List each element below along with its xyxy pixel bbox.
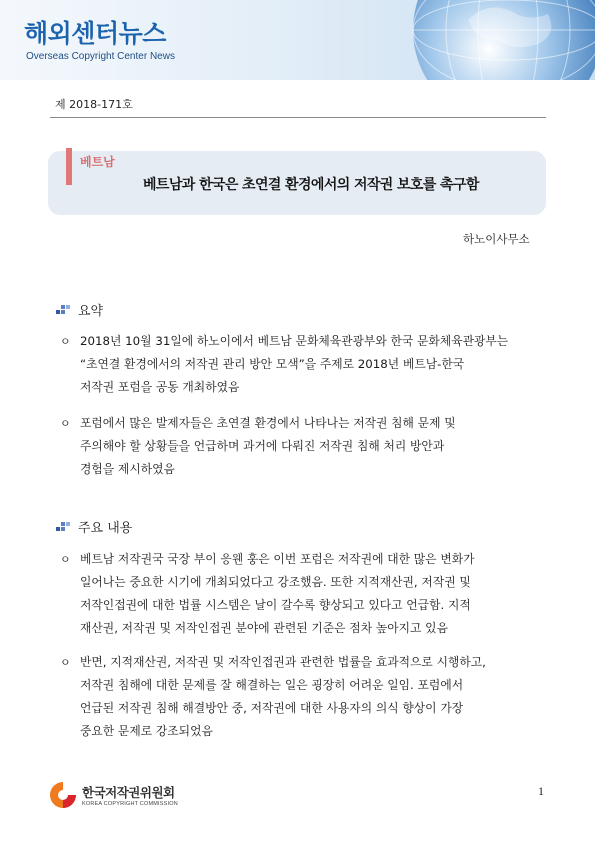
- headline-title: 베트남과 한국은 초연결 환경에서의 저작권 보호를 촉구함: [143, 177, 479, 193]
- headline-accent-bar: [66, 148, 72, 185]
- bullet: ㅇ: [60, 417, 71, 430]
- org-name: 한국저작권위원회: [82, 785, 175, 800]
- paragraph-line: 경험을 제시하였음: [80, 462, 175, 476]
- office-name: 하노이사무소: [463, 232, 530, 246]
- main-heading-label: 주요 내용: [78, 521, 133, 536]
- issue-number: 제 2018-171호: [55, 98, 133, 111]
- summary-item: [60, 330, 546, 399]
- paragraph-line: 포럼에서 많은 발제자들은 초연결 환경에서 나타나는 저작권 침해 문제 및: [80, 416, 456, 430]
- paragraph-line: 반면, 지적재산권, 저작권 및 저작인접권과 관련한 법률을 효과적으로 시행하고,: [80, 655, 486, 669]
- banner-subtitle: Overseas Copyright Center News: [26, 51, 175, 62]
- country-tag: 베트남: [80, 155, 115, 169]
- main-heading: [56, 517, 132, 536]
- paragraph-line: 일어나는 중요한 시기에 개최되었다고 강조했음. 또한 지적재산권, 저작권 및: [80, 575, 471, 589]
- page-number: 1: [538, 784, 544, 798]
- paragraph-line: 2018년 10월 31일에 하노이에서 베트남 문화체육관광부와 한국 문화체육관광부는: [80, 334, 509, 348]
- main-item: [60, 548, 546, 640]
- paragraph-line: 중요한 문제로 강조되었음: [80, 724, 213, 738]
- paragraph-line: 저작인접권에 대한 법률 시스템은 날이 갈수록 향상되고 있다고 언급함. 지적: [80, 598, 471, 612]
- bullet: ㅇ: [60, 656, 71, 669]
- bullet: ㅇ: [60, 335, 71, 348]
- summary-item: [60, 412, 546, 481]
- bullet: ㅇ: [60, 553, 71, 566]
- globe-icon: [408, 0, 595, 80]
- paragraph-line: 베트남 저작권국 국장 부이 응웬 훙은 이번 포럼은 저작권에 대한 많은 변화가: [80, 552, 475, 566]
- summary-heading-label: 요약: [78, 304, 104, 319]
- main-item: [60, 651, 546, 743]
- divider: [50, 117, 546, 118]
- summary-heading: [56, 300, 103, 319]
- section-squares-icon: [56, 522, 70, 532]
- commission-logo-icon: [48, 780, 78, 810]
- paragraph-line: 저작권 침해에 대한 문제를 잘 해결하는 일은 굉장히 어려운 일임. 포럼에서: [80, 678, 464, 692]
- paragraph-line: 재산권, 저작권 및 저작인접권 분야에 관련된 기준은 점차 높아지고 있음: [80, 621, 448, 635]
- paragraph-line: 주의해야 할 상황들을 언급하며 과거에 다뤄진 저작권 침해 처리 방안과: [80, 439, 445, 453]
- paragraph-line: 저작권 포럼을 공동 개최하였음: [80, 380, 240, 394]
- org-name-en: KOREA COPYRIGHT COMMISSION: [82, 801, 178, 807]
- paragraph-line: “초연결 환경에서의 저작권 관리 방안 모색”을 주제로 2018년 베트남-한국: [80, 357, 465, 371]
- paragraph-line: 언급된 저작권 침해 해결방안 중, 저작권에 대한 사용자의 의식 향상이 가장: [80, 701, 464, 715]
- header-banner: [0, 0, 595, 80]
- section-squares-icon: [56, 305, 70, 315]
- organization-logo: [48, 780, 178, 810]
- banner-title: 해외센터뉴스: [24, 19, 166, 48]
